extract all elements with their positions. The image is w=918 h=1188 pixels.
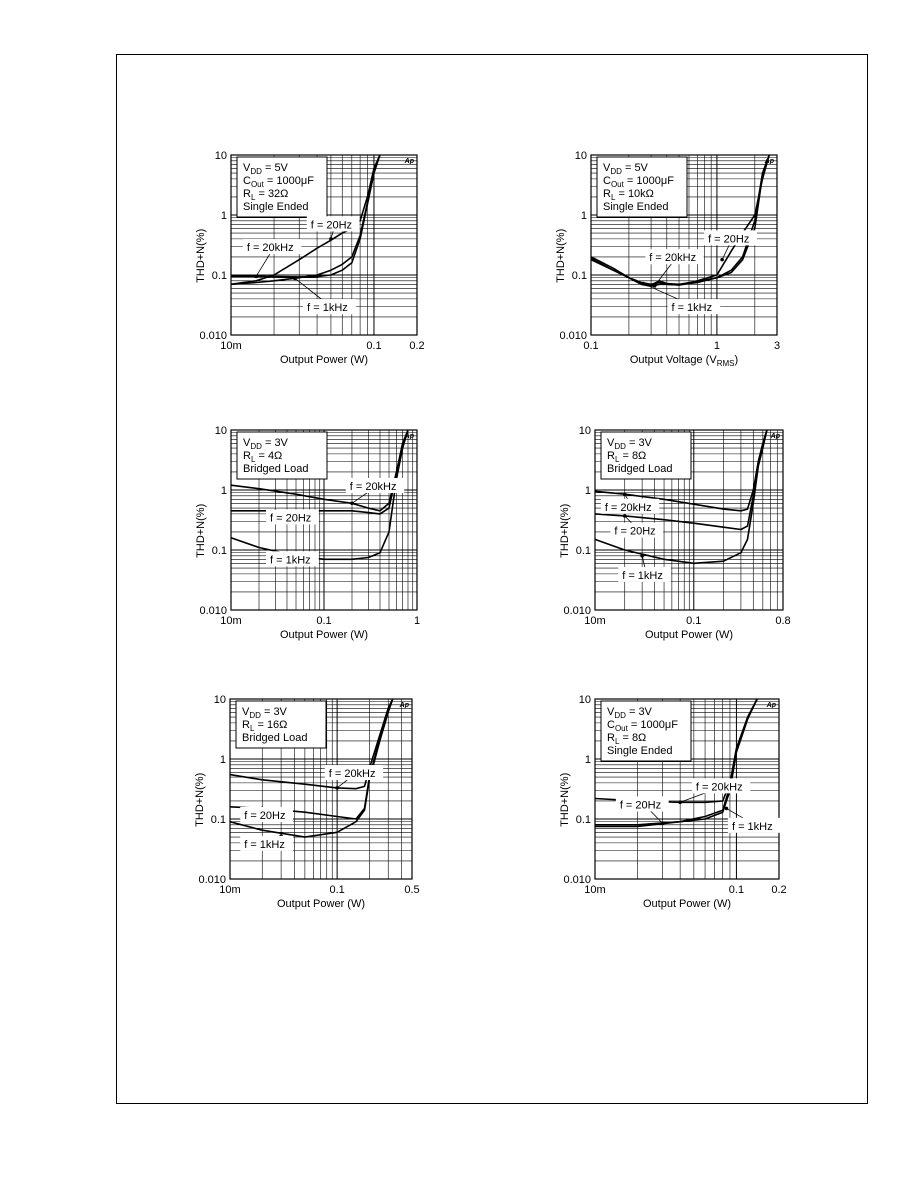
x-tick-label: 0.1 bbox=[583, 340, 599, 352]
curve-label-text: f = 1kHz bbox=[307, 302, 348, 315]
curve-label-text: f = 20kHz bbox=[328, 768, 376, 781]
x-axis-label: Output Power (W) bbox=[279, 354, 369, 366]
x-tick-label: 0.2 bbox=[771, 884, 787, 896]
conditions-box bbox=[601, 432, 691, 479]
x-tick-label: 10m bbox=[220, 615, 242, 627]
curve-label bbox=[618, 554, 671, 582]
y-tick-label: 10 bbox=[574, 150, 587, 162]
curve-label-text: f = 20kHz bbox=[349, 481, 397, 493]
x-tick-label: 10m bbox=[220, 340, 242, 352]
y-tick-label: 10 bbox=[578, 425, 591, 437]
x-tick-label: 3 bbox=[773, 340, 781, 352]
y-axis-label: THD+N(%) bbox=[194, 772, 206, 827]
curve-label-text: f = 1kHz bbox=[244, 838, 285, 851]
condition-line: Single Ended bbox=[603, 201, 669, 213]
curve-label bbox=[616, 796, 669, 825]
y-tick-label: 0.1 bbox=[571, 270, 587, 282]
label-arrowhead bbox=[653, 284, 657, 288]
label-arrowhead bbox=[293, 277, 297, 281]
label-arrowhead bbox=[720, 258, 724, 262]
curve-label-text: f = 20kHz bbox=[649, 252, 697, 265]
x-tick-label: 0.8 bbox=[775, 615, 791, 627]
condition-line: $C_{Out} = 1000\mu F$ bbox=[607, 719, 678, 733]
y-tick-label: 1 bbox=[580, 210, 587, 222]
label-arrowhead bbox=[661, 821, 665, 825]
x-tick-label: 0.1 bbox=[316, 615, 332, 627]
label-arrowhead bbox=[623, 492, 627, 496]
condition-line: Single Ended bbox=[607, 745, 673, 757]
chart-3 bbox=[195, 425, 420, 641]
y-tick-label: 0.010 bbox=[563, 874, 591, 886]
y-axis-label: THD+N(%) bbox=[195, 228, 207, 283]
chart-1 bbox=[195, 150, 425, 366]
label-arrowhead bbox=[350, 502, 354, 506]
y-tick-label: 0.010 bbox=[563, 605, 591, 617]
y-axis-label: THD+N(%) bbox=[555, 228, 567, 283]
condition-line: $V_{DD} = 3V$ bbox=[243, 437, 288, 451]
condition-line: $C_{Out} = 1000\mu F$ bbox=[603, 175, 674, 189]
curve-label bbox=[240, 807, 293, 822]
curve-label bbox=[243, 239, 301, 278]
chart-5 bbox=[194, 694, 420, 910]
condition-line: $R_L = 32\Omega$ bbox=[243, 188, 289, 202]
x-tick-label: 0.1 bbox=[728, 884, 745, 896]
curve-label bbox=[266, 551, 319, 566]
conditions-box bbox=[237, 432, 327, 479]
x-tick-label: 0.1 bbox=[686, 615, 702, 627]
label-arrowhead bbox=[641, 282, 645, 286]
y-tick-label: 1 bbox=[220, 210, 227, 222]
x-axis-label-tail: ) bbox=[734, 354, 739, 366]
condition-line: $V_{DD} = 5V$ bbox=[603, 162, 648, 176]
label-arrowhead bbox=[678, 800, 682, 804]
condition-line: $C_{Out} = 1000\mu F$ bbox=[243, 175, 314, 189]
x-axis-label: Output Power (W) bbox=[276, 898, 366, 910]
condition-line: $R_L = 8\Omega$ bbox=[607, 450, 647, 464]
label-arrowhead bbox=[254, 275, 258, 279]
condition-line: $R_L = 16\Omega$ bbox=[242, 719, 288, 733]
corner-mark: Ap bbox=[399, 702, 409, 709]
y-tick-label: 1 bbox=[220, 485, 227, 497]
curve-label bbox=[346, 478, 404, 505]
corner-mark: Ap bbox=[770, 433, 780, 440]
condition-line: $R_L = 4\Omega$ bbox=[243, 450, 283, 464]
curve-label bbox=[325, 765, 383, 790]
curve-label-text: f = 20Hz bbox=[619, 799, 662, 812]
y-tick-label: 0.010 bbox=[199, 605, 227, 617]
y-axis-label: THD+N(%) bbox=[559, 503, 571, 558]
y-tick-label: 10 bbox=[214, 150, 227, 162]
y-tick-label: 10 bbox=[213, 694, 226, 706]
chart-2 bbox=[555, 150, 780, 368]
y-axis-label: THD+N(%) bbox=[195, 503, 207, 558]
x-tick-label: 10m bbox=[219, 884, 241, 896]
conditions-box bbox=[236, 701, 326, 748]
x-axis-label: Output Voltage $(V_{RMS})$ bbox=[629, 354, 739, 368]
curve-label bbox=[240, 834, 293, 851]
curve-label bbox=[266, 509, 319, 524]
label-arrowhead bbox=[329, 237, 333, 241]
y-tick-label: 0.1 bbox=[211, 545, 227, 557]
chart-6 bbox=[559, 694, 787, 910]
label-arrowhead bbox=[725, 807, 729, 811]
x-tick-label: 1 bbox=[413, 615, 421, 627]
y-tick-label: 0.1 bbox=[575, 814, 591, 826]
condition-line: Bridged Load bbox=[242, 732, 308, 744]
condition-line: Bridged Load bbox=[607, 463, 673, 475]
y-tick-label: 0.1 bbox=[211, 270, 227, 282]
curve-label-text: f = 20Hz bbox=[244, 810, 286, 822]
condition-line: $R_L = 10k\Omega$ bbox=[603, 188, 654, 202]
y-tick-label: 1 bbox=[584, 485, 591, 497]
label-arrowhead bbox=[640, 554, 644, 558]
condition-line: Bridged Load bbox=[243, 463, 309, 475]
x-axis-label: Output Power (W) bbox=[642, 898, 732, 910]
x-axis-label: Output Power (W) bbox=[644, 629, 734, 641]
condition-line: $V_{DD} = 3V$ bbox=[242, 706, 287, 720]
corner-mark: Ap bbox=[764, 158, 774, 165]
label-arrowhead bbox=[335, 786, 339, 790]
y-axis-label: THD+N(%) bbox=[559, 772, 571, 827]
curve-label-text: f = 20Hz bbox=[708, 233, 750, 246]
curve-label-text: f = 20Hz bbox=[614, 525, 656, 538]
conditions-box bbox=[597, 157, 687, 217]
y-tick-label: 1 bbox=[219, 754, 226, 766]
curve-label bbox=[293, 277, 356, 315]
label-arrowhead bbox=[623, 514, 627, 518]
y-tick-label: 0.010 bbox=[199, 330, 227, 342]
curve-label-text: f = 1kHz bbox=[671, 302, 713, 315]
corner-mark: Ap bbox=[766, 702, 776, 709]
y-tick-label: 0.010 bbox=[198, 874, 226, 886]
curve-label-text: f = 20Hz bbox=[270, 512, 312, 525]
condition-line: $V_{DD} = 3V$ bbox=[607, 437, 652, 451]
y-tick-label: 10 bbox=[578, 694, 591, 706]
curve-label-text: f = 20Hz bbox=[310, 219, 353, 232]
y-tick-label: 1 bbox=[584, 754, 591, 766]
chart-4 bbox=[559, 425, 791, 641]
curve-label bbox=[725, 807, 781, 833]
x-tick-label: 0.2 bbox=[409, 340, 425, 352]
condition-line: $R_L = 8\Omega$ bbox=[607, 732, 647, 746]
x-axis-label-sub: RMS bbox=[716, 359, 735, 368]
conditions-box bbox=[601, 701, 691, 761]
condition-line: Single Ended bbox=[243, 201, 309, 213]
y-tick-label: 0.010 bbox=[559, 330, 587, 342]
condition-line: $V_{DD} = 3V$ bbox=[607, 706, 652, 720]
curve-label-text: f = 1kHz bbox=[270, 554, 311, 567]
curve-label-text: f = 20kHz bbox=[604, 501, 652, 514]
y-tick-label: 10 bbox=[214, 425, 227, 437]
x-tick-label: 0.5 bbox=[404, 884, 420, 896]
x-tick-label: 0.1 bbox=[366, 340, 382, 352]
corner-mark: Ap bbox=[404, 158, 414, 165]
curve-label-text: f = 20kHz bbox=[695, 781, 743, 794]
y-tick-label: 0.1 bbox=[575, 545, 591, 557]
corner-mark: Ap bbox=[404, 433, 414, 440]
x-tick-label: 10m bbox=[584, 615, 606, 627]
x-tick-label: 0.1 bbox=[329, 884, 345, 896]
curve-label-text: f = 1kHz bbox=[731, 820, 773, 833]
x-tick-label: 10m bbox=[584, 884, 606, 896]
x-axis-label: Output Power (W) bbox=[279, 629, 369, 641]
curve-label-text: f = 1kHz bbox=[622, 569, 663, 582]
x-tick-label: 1 bbox=[713, 340, 720, 352]
conditions-box bbox=[237, 157, 327, 217]
curve-label-text: f = 20kHz bbox=[246, 242, 294, 255]
condition-line: $V_{DD} = 5V$ bbox=[243, 162, 288, 176]
y-tick-label: 0.1 bbox=[210, 814, 226, 826]
